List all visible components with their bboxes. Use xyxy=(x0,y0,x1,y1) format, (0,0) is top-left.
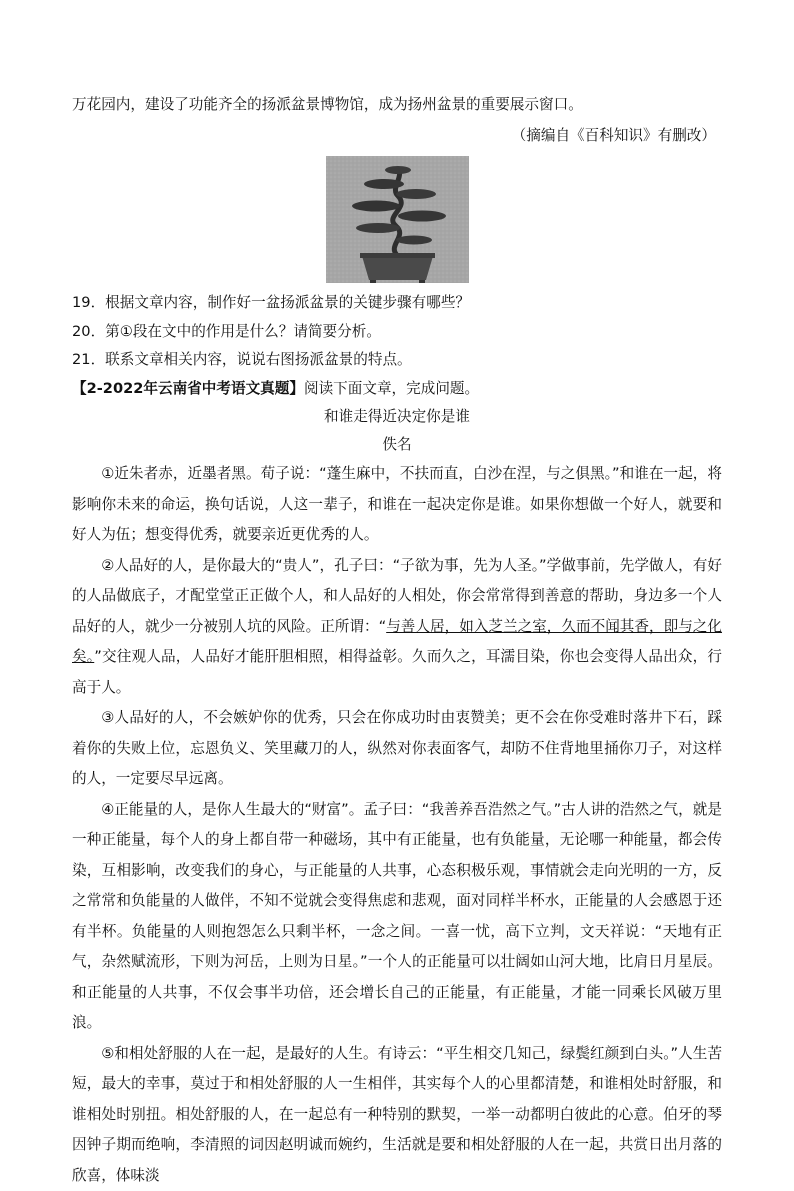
p2-text-after: ”交往观人品，人品好才能肝胆相照，相得益彰。久而久之，耳濡目染，你也会变得人品出众，行高于人。 xyxy=(72,648,722,696)
source-tag: 【2-2022年云南省中考语文真题】 xyxy=(72,380,304,397)
section-instruction: 阅读下面文章，完成问题。 xyxy=(304,380,479,397)
document-page xyxy=(72,90,722,1191)
article-paragraph-4: ④正能量的人，是你人生最大的“财富”。孟子曰：“我善养吾浩然之气。”古人讲的浩然之气，就是一种正能量，每个人的身上都自带一种磁场，其中有正能量，也有负能量，无论哪一种能量，都会传染，互相影响，改变我们的身心，与正能量的人共事，心态积极乐观，事情就会走向光明的一方，反之常常和负能量的人做伴，不知不觉就会变得焦虑和悲观，面对同样半杯水，正能量的人会感恩于还有半杯。负能量的人则抱怨怎么只剩半杯，一念之间。一喜一忧，高下立判，文天祥说：“天地有正气，杂然赋流形，下则为河岳，上则为日星。”一个人的正能量可以壮阔如山河大地，比肩日月星辰。和正能量的人共事，不仅会事半功倍，还会增长自己的正能量，有正能量，才能一同乘长风破万里浪。 xyxy=(72,795,722,1039)
article-paragraph-5: ⑤和相处舒服的人在一起，是最好的人生。有诗云：“平生相交几知己，绿鬓红颜到白头。”人生苦短，最大的幸事，莫过于和相处舒服的人一生相伴，其实每个人的心里都清楚，和谁相处时舒服，和谁相处时别扭。相处舒服的人，在一起总有一种特别的默契，一举一动都明白彼此的心意。伯牙的琴因钟子期而绝响，李清照的词因赵明诚而婉约，生活就是要和相处舒服的人在一起，共赏日出月落的欣喜，体味淡 xyxy=(72,1039,722,1191)
bonsai-image xyxy=(326,156,469,283)
citation: （摘编自《百科知识》有删改） xyxy=(72,121,716,152)
underlined-quote: 与善人居，如入芝兰之室，久而不闻其香，即与之化矣。 xyxy=(72,618,722,666)
article-title: 和谁走得近决定你是谁 xyxy=(72,403,722,431)
article-paragraph-1: ①近朱者赤，近墨者黑。荀子说：“蓬生麻中，不扶而直，白沙在涅，与之俱黑。”和谁在一起，将影响你未来的命运，换句话说，人这一辈子，和谁在一起决定你是谁。如果你想做一个好人，就要和好人为伍；想变得优秀，就要亲近更优秀的人。 xyxy=(72,459,722,551)
article-paragraph-2 xyxy=(72,551,722,704)
article-author: 佚名 xyxy=(72,431,722,459)
article-paragraph-3: ③人品好的人，不会嫉妒你的优秀，只会在你成功时由衷赞美；更不会在你受难时落井下石，踩着你的失败上位，忘恩负义、笑里藏刀的人，纵然对你表面客气，却防不住背地里捅你刀子，对这样的人，一定要尽早远离。 xyxy=(72,703,722,795)
section-heading xyxy=(72,375,722,404)
p2-text-before: ②人品好的人，是你最大的“贵人”，孔子曰：“子欲为事，先为人圣。”学做事前，先学做人，有好的人品做底子，才配堂堂正正做个人，和人品好的人相处，你会常常得到善意的帮助，身边多一个人品好的人，就少一分被别人坑的风险。正所谓：“ xyxy=(72,557,722,635)
figure-container xyxy=(72,156,722,283)
question-19: 19．根据文章内容，制作好一盆扬派盆景的关键步骤有哪些？ xyxy=(72,289,722,318)
intro-paragraph: 万花园内，建设了功能齐全的扬派盆景博物馆，成为扬州盆景的重要展示窗口。 xyxy=(72,90,722,121)
question-21: 21．联系文章相关内容，说说右图扬派盆景的特点。 xyxy=(72,346,722,375)
question-20: 20．第①段在文中的作用是什么？请简要分析。 xyxy=(72,318,722,347)
